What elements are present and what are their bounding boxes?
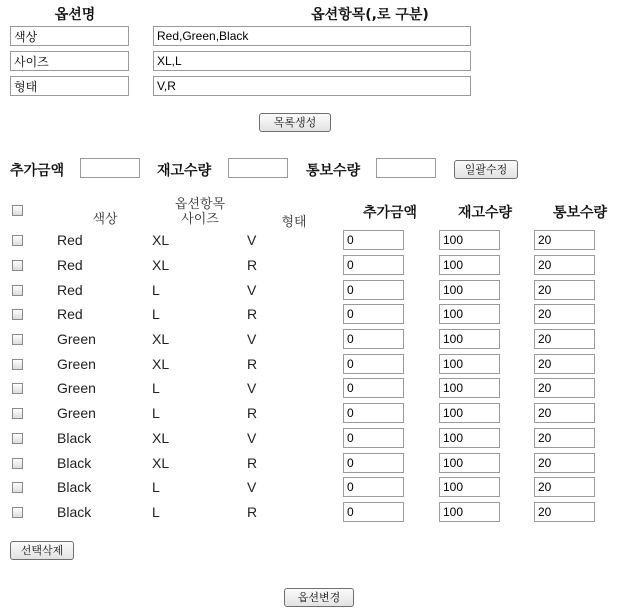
row-checkbox[interactable] [12, 383, 23, 394]
bulk-notify-label: 통보수량 [306, 163, 361, 179]
row-price-input[interactable] [343, 255, 404, 275]
row-shape: R [247, 504, 258, 520]
delete-selected-button[interactable]: 선택삭제 [10, 541, 74, 560]
bulk-notify-input[interactable] [376, 158, 436, 178]
row-size: L [152, 380, 160, 396]
row-shape: V [247, 331, 257, 347]
row-stock-input[interactable] [439, 354, 500, 374]
row-price-input[interactable] [343, 477, 404, 497]
col-price-header: 추가금액 [362, 205, 418, 221]
option-items-input-2[interactable] [153, 51, 471, 71]
col-color-header: 색상 [92, 212, 118, 227]
col-size-header: 사이즈 [181, 212, 219, 227]
row-price-input[interactable] [343, 329, 404, 349]
row-checkbox[interactable] [12, 285, 23, 296]
bulk-stock-input[interactable] [228, 158, 288, 178]
row-size: XL [152, 430, 170, 446]
option-items-header: 옵션항목(,로 구분) [311, 7, 429, 23]
row-price-input[interactable] [343, 230, 404, 250]
row-stock-input[interactable] [439, 280, 500, 300]
row-price-input[interactable] [343, 403, 404, 423]
row-stock-input[interactable] [439, 378, 500, 398]
option-items-input-3[interactable] [153, 76, 471, 96]
row-shape: R [247, 306, 258, 322]
row-checkbox[interactable] [12, 334, 23, 345]
row-price-input[interactable] [343, 280, 404, 300]
row-checkbox[interactable] [12, 408, 23, 419]
change-options-button[interactable]: 옵션변경 [284, 588, 354, 607]
row-notify-input[interactable] [534, 502, 595, 522]
option-items-group-header: 옵션항목 [174, 197, 226, 212]
row-size: L [152, 405, 160, 421]
bulk-price-label: 추가금액 [10, 163, 65, 179]
row-notify-input[interactable] [534, 280, 595, 300]
row-price-input[interactable] [343, 354, 404, 374]
row-stock-input[interactable] [439, 304, 500, 324]
row-color: Green [57, 331, 96, 347]
row-size: L [152, 306, 160, 322]
row-shape: R [247, 356, 258, 372]
generate-list-button[interactable]: 목록생성 [259, 113, 331, 132]
row-shape: R [247, 455, 258, 471]
row-shape: V [247, 479, 257, 495]
bulk-price-input[interactable] [80, 158, 140, 178]
col-stock-header: 재고수량 [457, 205, 513, 221]
row-checkbox[interactable] [12, 507, 23, 518]
row-price-input[interactable] [343, 502, 404, 522]
row-checkbox[interactable] [12, 309, 23, 320]
row-notify-input[interactable] [534, 255, 595, 275]
row-color: Black [57, 455, 92, 471]
row-notify-input[interactable] [534, 378, 595, 398]
row-shape: V [247, 232, 257, 248]
row-notify-input[interactable] [534, 428, 595, 448]
option-name-input-1[interactable] [10, 26, 129, 46]
row-size: XL [152, 232, 170, 248]
row-price-input[interactable] [343, 428, 404, 448]
row-color: Red [57, 232, 83, 248]
row-notify-input[interactable] [534, 354, 595, 374]
row-stock-input[interactable] [439, 255, 500, 275]
select-all-checkbox[interactable] [12, 205, 23, 216]
row-checkbox[interactable] [12, 458, 23, 469]
row-notify-input[interactable] [534, 403, 595, 423]
row-color: Black [57, 504, 92, 520]
row-size: L [152, 479, 160, 495]
row-stock-input[interactable] [439, 477, 500, 497]
row-color: Green [57, 380, 96, 396]
row-notify-input[interactable] [534, 453, 595, 473]
row-checkbox[interactable] [12, 235, 23, 246]
col-shape-header: 형태 [281, 215, 307, 230]
row-stock-input[interactable] [439, 329, 500, 349]
row-checkbox[interactable] [12, 482, 23, 493]
row-stock-input[interactable] [439, 502, 500, 522]
row-shape: V [247, 282, 257, 298]
row-notify-input[interactable] [534, 477, 595, 497]
option-name-header: 옵션명 [54, 7, 96, 23]
row-color: Red [57, 257, 83, 273]
bulk-stock-label: 재고수량 [157, 163, 212, 179]
row-color: Red [57, 282, 83, 298]
option-name-input-2[interactable] [10, 51, 129, 71]
col-notify-header: 통보수량 [552, 205, 608, 221]
row-stock-input[interactable] [439, 403, 500, 423]
row-shape: V [247, 430, 257, 446]
row-checkbox[interactable] [12, 359, 23, 370]
option-items-input-1[interactable] [153, 26, 471, 46]
row-stock-input[interactable] [439, 428, 500, 448]
row-price-input[interactable] [343, 378, 404, 398]
row-size: L [152, 504, 160, 520]
row-size: L [152, 282, 160, 298]
row-shape: V [247, 380, 257, 396]
row-notify-input[interactable] [534, 329, 595, 349]
row-shape: R [247, 405, 258, 421]
row-notify-input[interactable] [534, 230, 595, 250]
row-color: Red [57, 306, 83, 322]
row-notify-input[interactable] [534, 304, 595, 324]
row-color: Black [57, 479, 92, 495]
bulk-apply-button[interactable]: 일괄수정 [454, 160, 518, 179]
row-size: XL [152, 331, 170, 347]
row-price-input[interactable] [343, 304, 404, 324]
row-stock-input[interactable] [439, 453, 500, 473]
row-size: XL [152, 257, 170, 273]
row-checkbox[interactable] [12, 260, 23, 271]
row-color: Green [57, 356, 96, 372]
row-size: XL [152, 455, 170, 471]
row-price-input[interactable] [343, 453, 404, 473]
row-color: Green [57, 405, 96, 421]
row-color: Black [57, 430, 92, 446]
row-checkbox[interactable] [12, 433, 23, 444]
row-shape: R [247, 257, 258, 273]
row-size: XL [152, 356, 170, 372]
row-stock-input[interactable] [439, 230, 500, 250]
option-name-input-3[interactable] [10, 76, 129, 96]
